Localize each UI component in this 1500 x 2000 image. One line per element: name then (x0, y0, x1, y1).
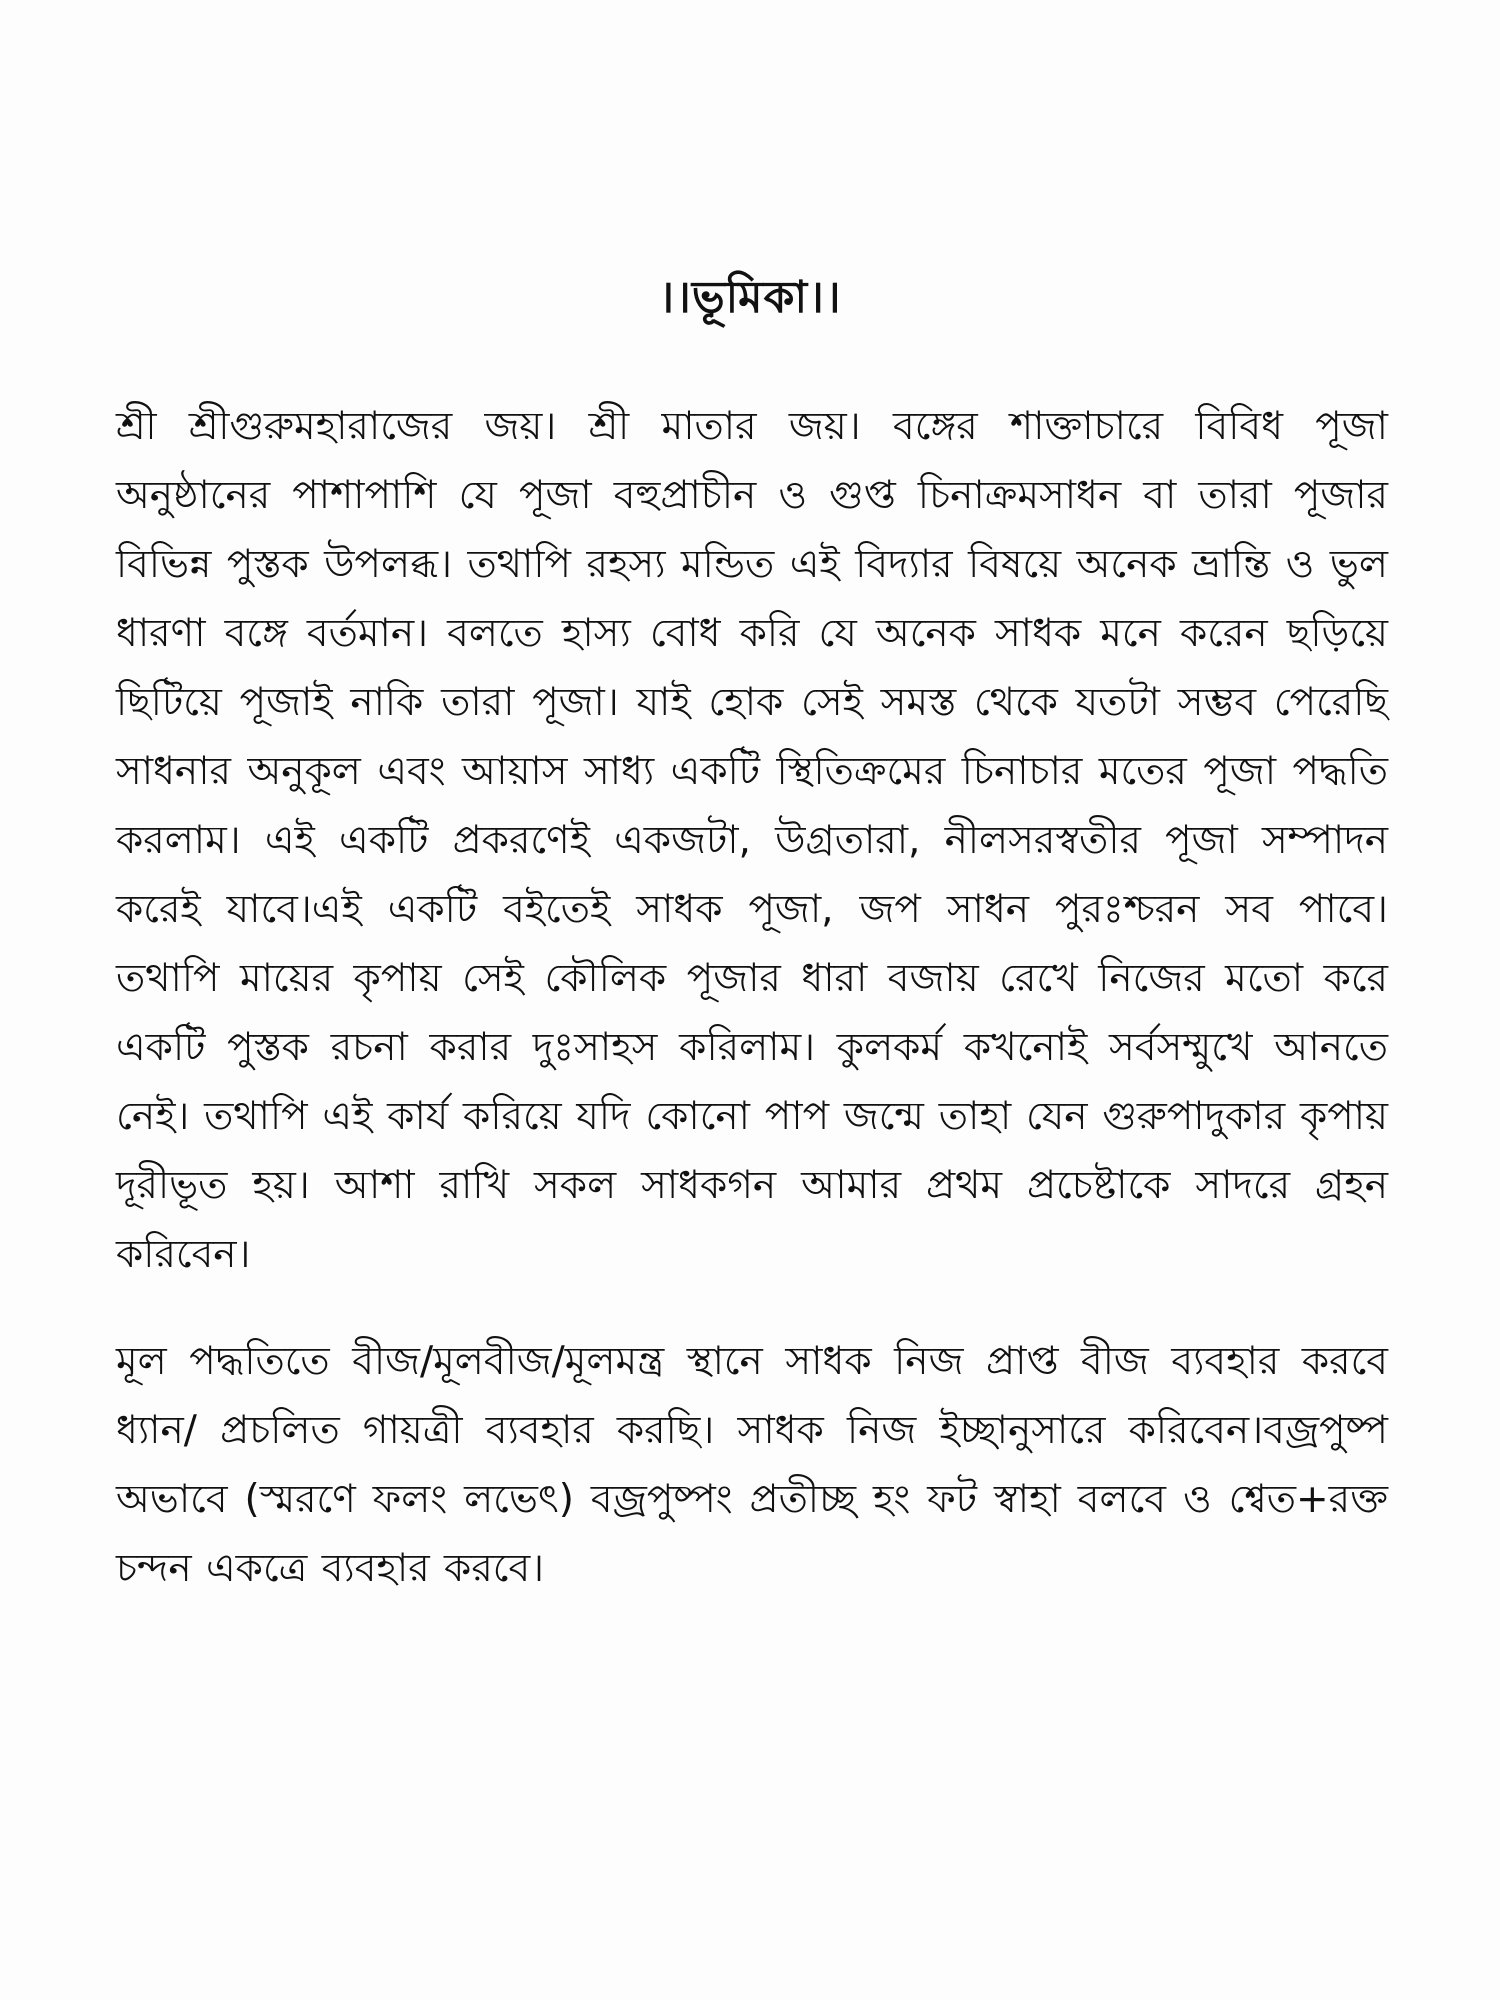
paragraph-2: মূল পদ্ধতিতে বীজ/মূলবীজ/মূলমন্ত্র স্থানে সাধক নিজ প্রাপ্ত বীজ ব্যবহার করবে ধ্যান/ প্রচলিত গায়ত্রী ব্যবহার করছি। সাধক নিজ ইচ্ছানুসারে করিবেন।বজ্রপুষ্প অভাবে (স্মরণে ফলং লভেৎ) বজ্রপুষ্পং প্রতীচ্ছ হং ফট স্বাহা বলবে ও শ্বেত+রক্ত চন্দন একত্রে ব্যবহার করবে। (116, 1339, 1388, 1591)
body-text (116, 392, 1388, 1603)
paragraph-1: শ্রী শ্রীগুরুমহারাজের জয়। শ্রী মাতার জয়। বঙ্গের শাক্তাচারে বিবিধ পূজা অনুষ্ঠানের পাশাপাশি যে পূজা বহুপ্রাচীন ও গুপ্ত চিনাক্রমসাধন বা তারা পূজার বিভিন্ন পুস্তক উপলব্ধ। তথাপি রহস্য মন্ডিত এই বিদ্যার বিষয়ে অনেক ভ্রান্তি ও ভুল ধারণা বঙ্গে বর্তমান। বলতে হাস্য বোধ করি যে অনেক সাধক মনে করেন ছড়িয়ে ছিটিয়ে পূজাই নাকি তারা পূজা। যাই হোক সেই সমস্ত থেকে যতটা সম্ভব পেরেছি সাধনার অনুকূল এবং আয়াস সাধ্য একটি স্থিতিক্রমের চিনাচার মতের পূজা পদ্ধতি করলাম। এই একটি প্রকরণেই একজটা, উগ্রতারা, নীলসরস্বতীর পূজা সম্পাদন করেই যাবে।এই একটি বইতেই সাধক পূজা, জপ সাধন পুরঃশ্চরন সব পাবে। তথাপি মায়ের কৃপায় সেই কৌলিক পূজার ধারা বজায় রেখে নিজের মতো করে একটি পুস্তক রচনা করার দুঃসাহস করিলাম। কুলকর্ম কখনোই সর্বসম্মুখে আনতে নেই। তথাপি এই কার্য করিয়ে যদি কোনো পাপ জন্মে তাহা যেন গুরুপাদুকার কৃপায় দূরীভূত হয়। আশা রাখি সকল সাধকগন আমার প্রথম প্রচেষ্টাকে সাদরে গ্রহন করিবেন। (116, 404, 1388, 1277)
page-heading: ।।ভূমিকা।। (658, 272, 842, 323)
